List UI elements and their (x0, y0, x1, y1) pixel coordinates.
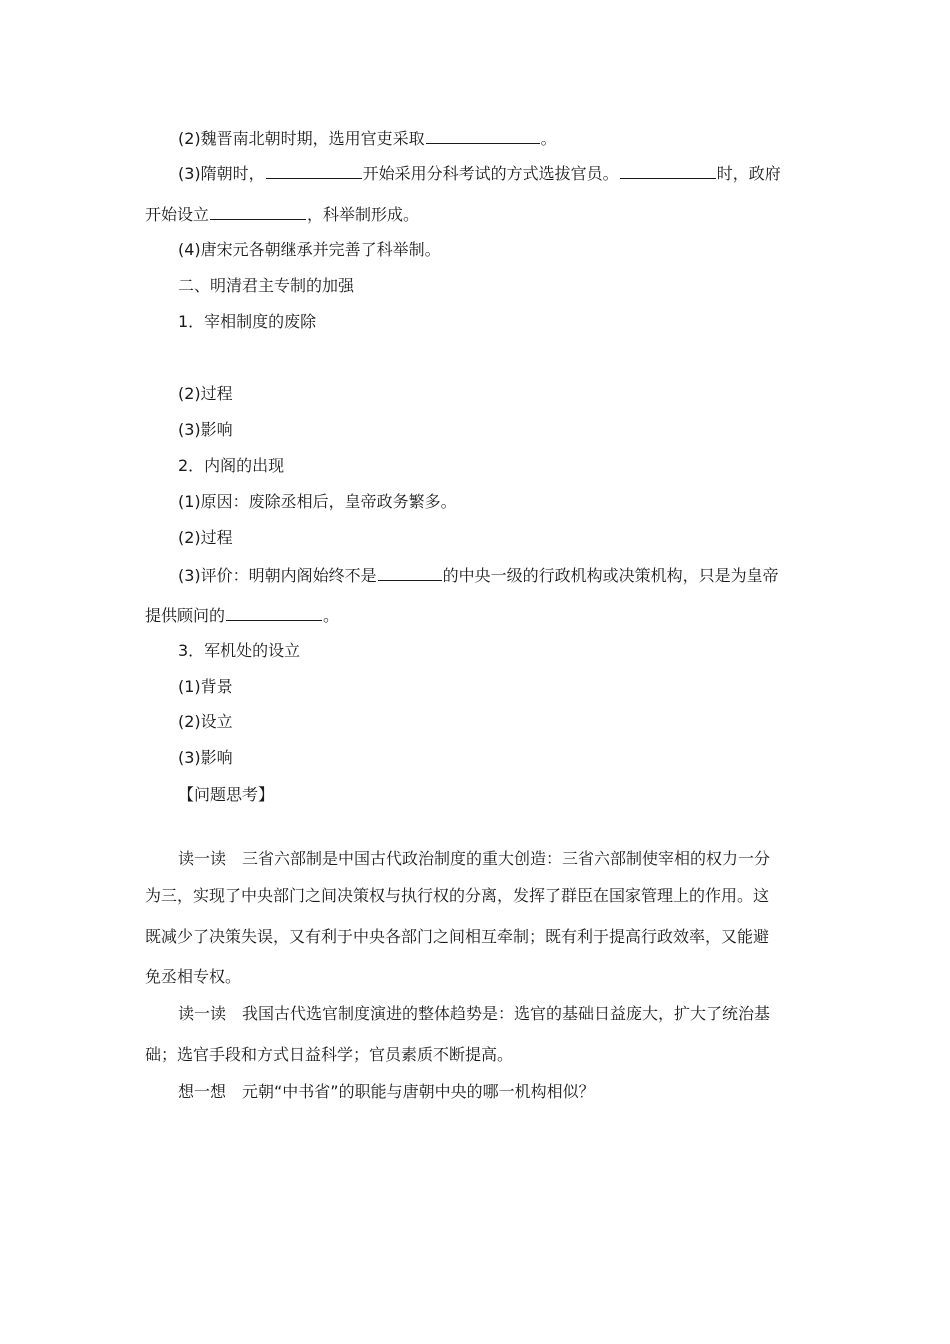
subsection-title-grand-council: 3．军机处的设立 (178, 641, 301, 660)
think-section-heading: 【问题思考】 (178, 785, 275, 804)
sub1-item-impact: (3)影响 (178, 420, 233, 439)
read-1-line-2: 为三，实现了中央部门之间决策权与执行权的分离，发挥了群臣在国家管理上的作用。这 (145, 886, 770, 905)
subsection-title-cabinet: 2．内阁的出现 (178, 456, 285, 475)
fill-blank[interactable] (210, 202, 306, 220)
think-question: 想一想 元朝“中书省”的职能与唐朝中央的哪一机构相似？ (178, 1082, 595, 1101)
sub3-item-background: (1)背景 (178, 677, 233, 696)
sub2-item-evaluation: (3)评价：明朝内阁始终不是 的中央一级的行政机构或决策机构，只是为皇帝 (178, 563, 779, 588)
sub2-item-process: (2)过程 (178, 528, 233, 547)
item-4-tang-song-yuan: (4)唐宋元各朝继承并完善了科举制。 (178, 240, 441, 259)
item-3-continuation: 开始设立 ，科举制形成。 (145, 202, 419, 227)
fill-blank[interactable] (620, 161, 716, 179)
fill-blank[interactable] (378, 563, 442, 581)
read-1-label: 读一读 (178, 849, 227, 868)
read-2-line-1: 读一读 我国古代选官制度演进的整体趋势是：选官的基础日益庞大，扩大了统治基 (178, 1004, 771, 1023)
fill-blank[interactable] (266, 161, 362, 179)
read-1-line-1: 读一读 三省六部制是中国古代政治制度的重大创造：三省六部制使宰相的权力一分 (178, 849, 771, 868)
read-1-line-3: 既减少了决策失误，又有利于中央各部门之间相互牵制；既有利于提高行政效率，又能避 (145, 927, 770, 946)
sub2-evaluation-continuation: 提供顾问的 。 (145, 603, 339, 628)
sub2-item-reason: (1)原因：废除丞相后，皇帝政务繁多。 (178, 492, 457, 511)
fill-blank[interactable] (226, 603, 322, 621)
think-label: 想一想 (178, 1082, 227, 1101)
section-heading-ming-qing: 二、明清君主专制的加强 (178, 276, 355, 295)
item-2-selection-method: (2)魏晋南北朝时期，选用官吏采取 。 (178, 126, 557, 151)
item-3-sui-dynasty: (3)隋朝时， 开始采用分科考试的方式选拔官员。 时，政府 (178, 161, 781, 186)
subsection-title-chancellor: 1．宰相制度的废除 (178, 312, 317, 331)
fill-blank[interactable] (426, 126, 540, 144)
read-1-line-4: 免丞相专权。 (145, 967, 242, 986)
read-2-line-2: 础；选官手段和方式日益科学；官员素质不断提高。 (145, 1045, 514, 1064)
sub1-item-process: (2)过程 (178, 384, 233, 403)
read-2-label: 读一读 (178, 1004, 227, 1023)
sub3-item-establishment: (2)设立 (178, 712, 233, 731)
sub3-item-impact: (3)影响 (178, 748, 233, 767)
